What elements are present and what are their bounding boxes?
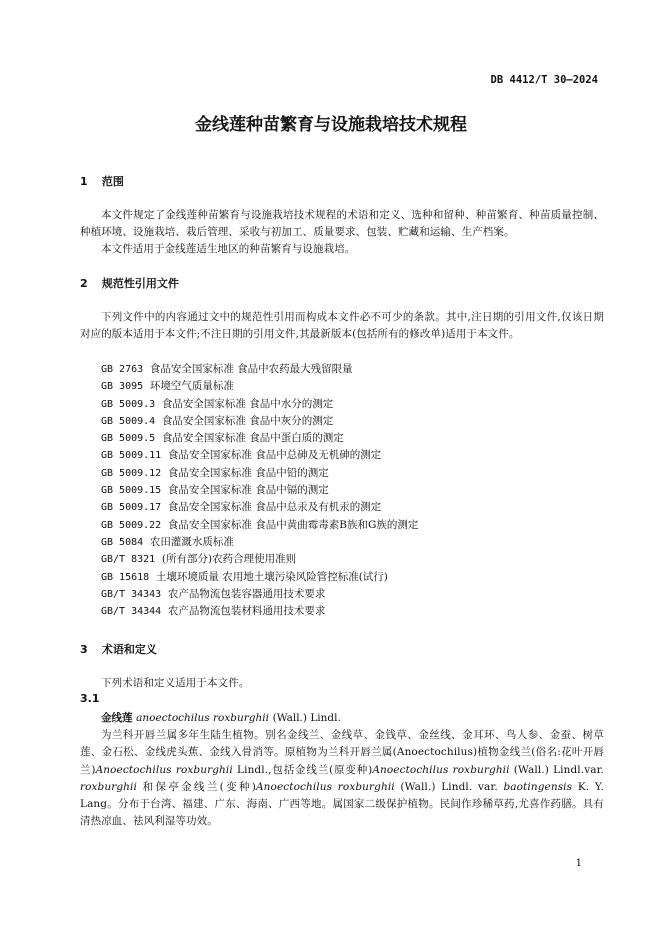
term-definition-latin-4: Anoectochilus roxburghii: [255, 780, 395, 793]
page-number: 1: [575, 858, 582, 869]
section-3-intro: 下列术语和定义适用于本文件。: [101, 677, 250, 689]
section-1-number: 1: [80, 175, 88, 188]
term-definition-text-6: K. Y. Lang。分布于台湾、福建、广东、海南、广西等地。属国家二级保护植物。民间作珍稀草药,尤喜作药膳。具有清热凉血、祛风利湿等功效。: [80, 780, 604, 828]
reference-item: [101, 551, 418, 568]
reference-code: GB 5009.17: [101, 502, 162, 514]
section-3-number: 3: [80, 643, 88, 656]
reference-code: GB 5084: [101, 536, 144, 548]
reference-title: 农产品物流包装容器通用技术要求: [167, 587, 326, 600]
term-definition-latin-5: baotingensis: [503, 780, 573, 793]
reference-title: 食品安全国家标准 食品中农药最大残留限量: [149, 363, 353, 375]
reference-code: GB/T 34343: [101, 588, 162, 600]
reference-code: GB 5009.11: [101, 450, 162, 462]
term-definition: [80, 727, 604, 831]
term-name: [101, 710, 341, 725]
reference-item: [101, 603, 418, 620]
term-definition-latin-3: roxburghii: [80, 780, 137, 793]
reference-title: 食品安全国家标准 食品中灰分的测定: [161, 414, 334, 427]
reference-title: 食品安全国家标准 食品中总砷及无机砷的测定: [167, 449, 382, 462]
reference-item: [101, 361, 418, 378]
reference-item: [101, 569, 418, 586]
reference-item: [101, 534, 418, 551]
term-name-author: (Wall.) Lindl.: [272, 712, 341, 724]
reference-title: 环境空气质量标准: [149, 380, 234, 393]
reference-title: 食品安全国家标准 食品中镉的测定: [167, 484, 329, 497]
reference-code: GB 5009.12: [101, 467, 162, 479]
reference-title: 食品安全国家标准 食品中黄曲霉毒素B族和G族的测定: [167, 518, 419, 531]
reference-title: 食品安全国家标准 食品中蛋白质的测定: [161, 432, 344, 445]
section-2-number: 2: [80, 277, 88, 290]
term-name-latin: anoectochilus roxburghii: [136, 712, 269, 724]
reference-item: [101, 465, 418, 482]
reference-item: [101, 447, 418, 464]
document-number: DB 4412/T 30—2024: [490, 74, 598, 86]
document-title: 金线莲种苗繁育与设施栽培技术规程: [195, 115, 467, 135]
reference-item: [101, 413, 418, 430]
reference-item: [101, 378, 418, 395]
reference-code: GB 3095: [101, 381, 144, 393]
reference-item: [101, 586, 418, 603]
reference-item: [101, 517, 418, 534]
reference-code: GB 5009.15: [101, 485, 162, 497]
term-definition-text-2: Lindl.,包括金线兰(原变种): [232, 763, 373, 776]
reference-item: [101, 430, 418, 447]
reference-code: GB/T 8321: [101, 554, 156, 566]
reference-title: 土壤环境质量 农用地土壤污染风险管控标准(试行): [155, 570, 388, 583]
term-number: 3.1: [80, 692, 100, 705]
section-3-title: 术语和定义: [101, 643, 157, 656]
reference-item: [101, 499, 418, 516]
reference-title: 食品安全国家标准 食品中铅的测定: [167, 466, 329, 479]
term-definition-text-4: 和保亭金线兰(变种): [136, 780, 256, 793]
normative-reference-list: [101, 361, 418, 620]
reference-code: GB 5009.5: [101, 433, 156, 445]
reference-item: [101, 482, 418, 499]
reference-title: 农产品物流包装材料通用技术要求: [167, 605, 326, 618]
reference-code: GB 5009.22: [101, 519, 162, 531]
reference-code: GB 5009.4: [101, 415, 156, 427]
reference-item: [101, 396, 418, 413]
section-1-para-2: 本文件适用于金线莲适生地区的种苗繁育与设施栽培。: [101, 243, 356, 255]
section-3-heading: [80, 641, 157, 657]
term-definition-latin-1: Anoectochilus roxburghii: [95, 763, 233, 776]
reference-code: GB 5009.3: [101, 398, 156, 410]
reference-title: 食品安全国家标准 食品中水分的测定: [161, 397, 334, 410]
section-1-title: 范围: [101, 175, 124, 188]
reference-code: GB/T 34344: [101, 606, 162, 618]
section-2-title: 规范性引用文件: [101, 277, 179, 290]
term-definition-text-1: 为兰科开唇兰属多年生陆生植物。别名金线兰、金线草、金钱草、金丝线、金耳环、鸟人参、金蚕、树草莲、金石松、金线虎头蕉、金线入骨消等。原植物为兰科开唇兰属(Anoectochilus)植物金线兰(俗名:花叶开唇兰): [80, 729, 604, 776]
term-definition-text-3: (Wall.) Lindl.var.: [509, 763, 604, 776]
reference-title: 农田灌溉水质标准: [149, 535, 234, 548]
reference-title: 食品安全国家标准 食品中总汞及有机汞的测定: [167, 501, 382, 514]
section-2-intro: 下列文件中的内容通过文中的规范性引用而构成本文件必不可少的条款。其中,注日期的引用文件,仅该日期对应的版本适用于本文件;不注日期的引用文件,其最新版本(包括所有的修改单)适用于本文件。: [80, 311, 604, 341]
reference-code: GB 15618: [101, 571, 150, 583]
section-1-para-1: 本文件规定了金线莲种苗繁育与设施栽培技术规程的术语和定义、选种和留种、种苗繁育、种苗质量控制、种植环境、设施栽培、栽后管理、采收与初加工、质量要求、包装、贮藏和运输、生产档案。: [80, 209, 604, 239]
reference-code: GB 2763: [101, 364, 144, 375]
section-1-heading: [80, 173, 124, 189]
term-name-chinese: 金线莲: [101, 712, 133, 724]
term-definition-text-5: (Wall.) Lindl. var.: [394, 780, 504, 793]
reference-title: (所有部分)农药合理使用准则: [161, 553, 297, 566]
term-definition-latin-2: Anoectochilus roxburghii: [372, 763, 510, 776]
section-2-heading: [80, 275, 179, 291]
